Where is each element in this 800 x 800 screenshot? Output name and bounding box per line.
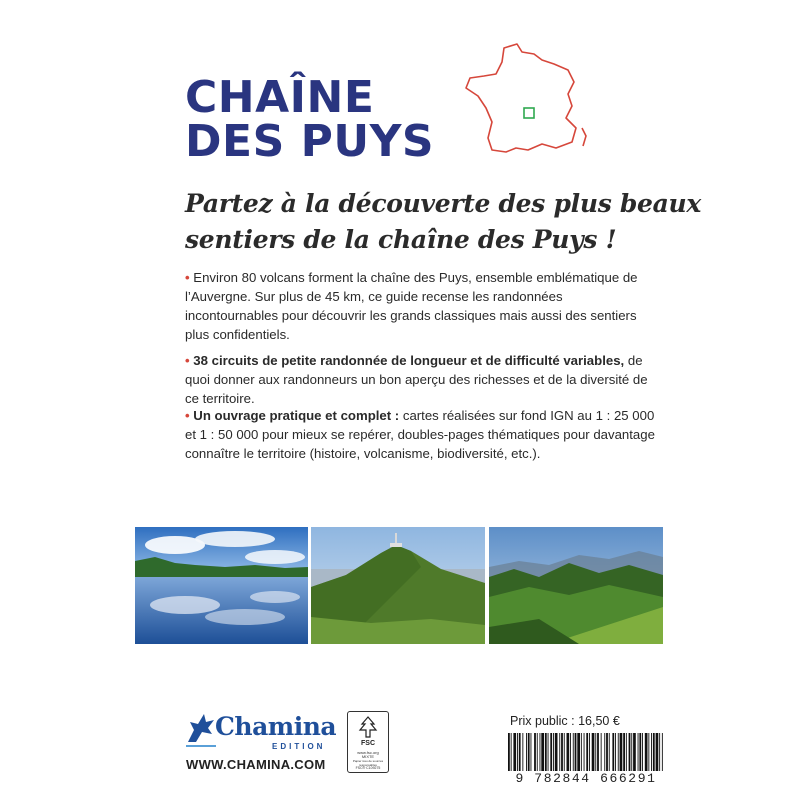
paragraph-bold: 38 circuits de petite randonnée de longueur et de difficulté variables, [189,353,625,368]
paragraph-text: de quoi donner aux randonneurs un bon aperçu des richesses et de la diversité de ce territoire. [185,353,648,406]
puy-de-dome-photo [311,527,485,644]
paragraph-bold: Un ouvrage pratique et complet : [189,408,400,423]
isbn-number: 9 782844 666291 [515,771,657,786]
barcode [506,733,666,771]
fsc-tree-icon [358,716,378,738]
fsc-mix: MIXTE [361,754,375,759]
volcanoes-photo [489,527,663,644]
fsc-code: FSC® C109275 [355,766,381,770]
fsc-label [347,711,389,773]
paragraph-text: Environ 80 volcans forment la chaîne des Puys, ensemble emblématique de l’Auvergne. Sur plus de 45 km, ce guide recense les randonnées incontournables pour découvrir les grands classiques mais aussi des sentiers plus confidentiels. [185,270,638,342]
bullet: • [185,270,190,285]
fsc-title: FSC [361,740,375,747]
chamina-logo [186,712,337,752]
chamina-eagle-icon [186,712,216,748]
tagline [185,186,702,258]
fsc-site: www.fsc.org [357,750,379,755]
france-map-icon [462,38,592,158]
website-link[interactable]: WWW.CHAMINA.COM [186,757,326,772]
publisher-name: Chamina [215,712,337,741]
tagline-line-2: sentiers de la chaîne des Puys ! [185,225,617,254]
paragraph-3 [185,406,655,463]
bullet: • [185,408,190,423]
paragraph-2 [185,351,655,408]
paragraph-1 [185,268,655,344]
lake-photo [135,527,308,644]
bullet: • [185,353,190,368]
publisher-sub: EDITION [272,742,326,751]
fsc-desc: Papier issu de sources responsables [352,759,384,767]
price: Prix public : 16,50 € [510,714,620,728]
title-line-1: CHAÎNE [185,72,375,123]
book-title [185,72,435,167]
tagline-line-1: Partez à la découverte des plus beaux [185,189,702,218]
title-line-2: DES PUYS [185,116,435,167]
paragraph-text: cartes réalisées sur fond IGN au 1 : 25 000 et 1 : 50 000 pour mieux se repérer, doubles-pages thématiques pour davantage connaître le territoire (histoire, volcanisme, biodiversité, etc.). [185,408,655,461]
